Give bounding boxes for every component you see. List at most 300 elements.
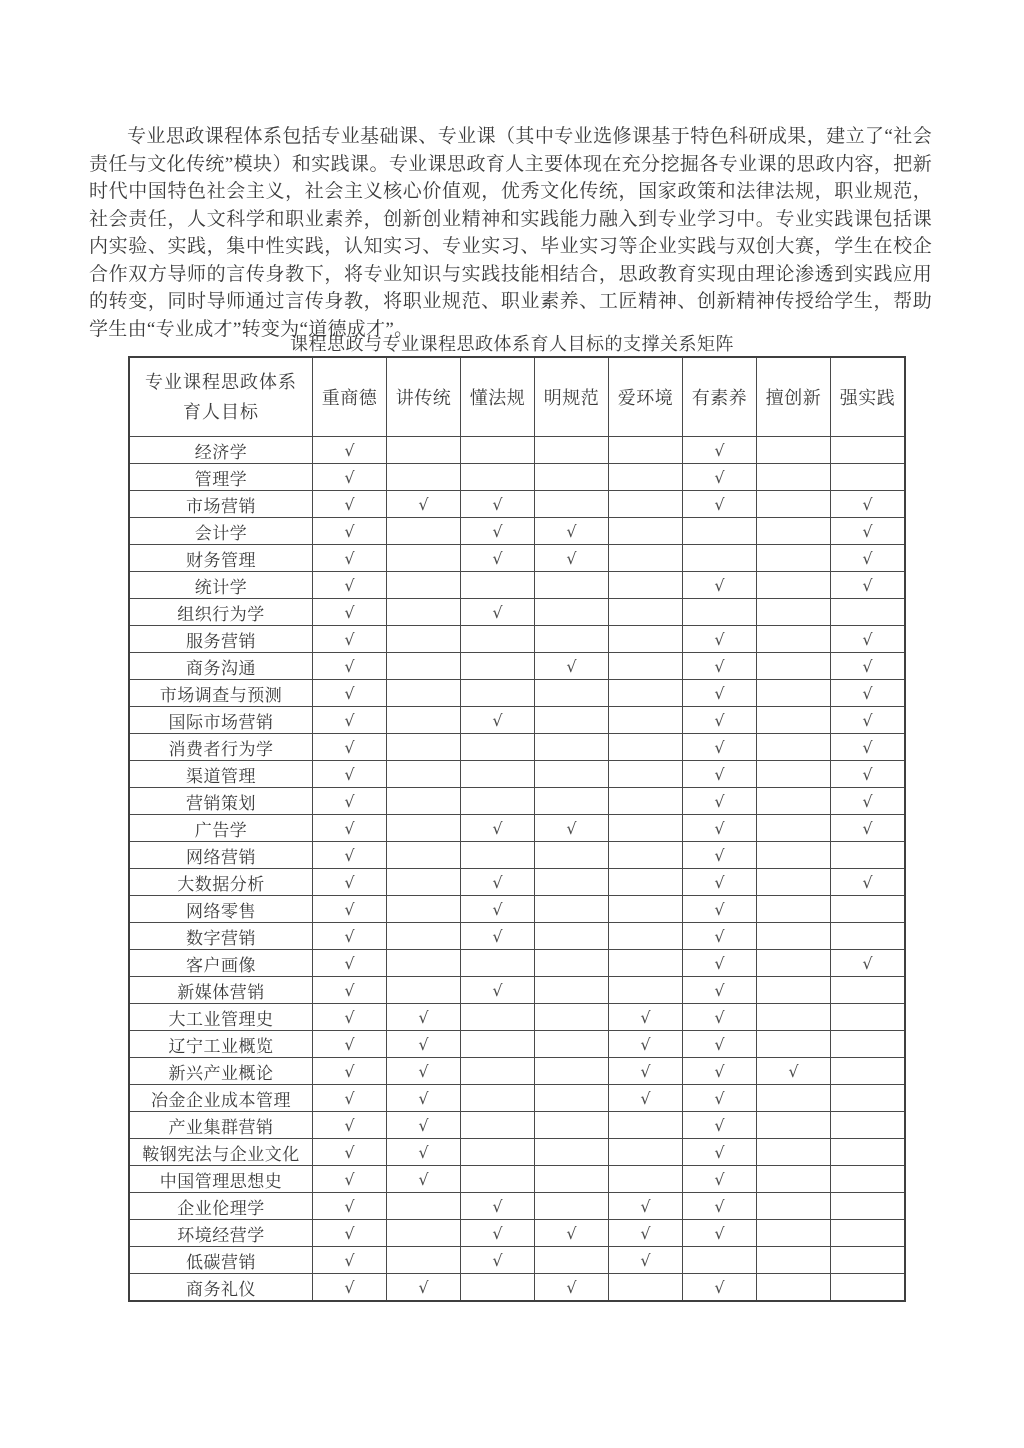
checkmark-cell: √ bbox=[387, 1166, 461, 1193]
course-name-cell: 鞍钢宪法与企业文化 bbox=[129, 1139, 313, 1166]
checkmark-cell: √ bbox=[461, 491, 535, 518]
checkmark-cell: √ bbox=[313, 1247, 387, 1274]
course-name-cell: 企业伦理学 bbox=[129, 1193, 313, 1220]
empty-cell bbox=[757, 923, 831, 950]
empty-cell bbox=[387, 923, 461, 950]
empty-cell bbox=[535, 437, 609, 464]
empty-cell bbox=[757, 1220, 831, 1247]
checkmark-cell: √ bbox=[313, 950, 387, 977]
checkmark-cell: √ bbox=[683, 869, 757, 896]
checkmark-cell: √ bbox=[609, 1004, 683, 1031]
table-row bbox=[129, 626, 905, 653]
checkmark-cell: √ bbox=[313, 626, 387, 653]
empty-cell bbox=[461, 437, 535, 464]
empty-cell bbox=[757, 437, 831, 464]
course-name-cell: 市场调查与预测 bbox=[129, 680, 313, 707]
checkmark-cell: √ bbox=[831, 815, 906, 842]
empty-cell bbox=[757, 1166, 831, 1193]
checkmark-cell: √ bbox=[609, 1085, 683, 1112]
empty-cell bbox=[535, 950, 609, 977]
course-name-cell: 冶金企业成本管理 bbox=[129, 1085, 313, 1112]
empty-cell bbox=[831, 1112, 906, 1139]
empty-cell bbox=[683, 599, 757, 626]
empty-cell bbox=[757, 572, 831, 599]
empty-cell bbox=[831, 1085, 906, 1112]
empty-cell bbox=[387, 950, 461, 977]
empty-cell bbox=[461, 1274, 535, 1302]
table-row bbox=[129, 1139, 905, 1166]
empty-cell bbox=[831, 977, 906, 1004]
checkmark-cell: √ bbox=[461, 1220, 535, 1247]
checkmark-cell: √ bbox=[683, 626, 757, 653]
checkmark-cell: √ bbox=[313, 1085, 387, 1112]
course-name-cell: 商务沟通 bbox=[129, 653, 313, 680]
empty-cell bbox=[757, 950, 831, 977]
empty-cell bbox=[757, 734, 831, 761]
checkmark-cell: √ bbox=[831, 572, 906, 599]
empty-cell bbox=[609, 788, 683, 815]
checkmark-cell: √ bbox=[831, 680, 906, 707]
empty-cell bbox=[683, 518, 757, 545]
goal-column-header-5: 爱环境 bbox=[609, 357, 683, 437]
checkmark-cell: √ bbox=[683, 734, 757, 761]
checkmark-cell: √ bbox=[313, 977, 387, 1004]
table-row bbox=[129, 1112, 905, 1139]
table-row bbox=[129, 1220, 905, 1247]
empty-cell bbox=[831, 923, 906, 950]
course-name-cell: 网络营销 bbox=[129, 842, 313, 869]
table-row bbox=[129, 1247, 905, 1274]
empty-cell bbox=[757, 653, 831, 680]
empty-cell bbox=[461, 1004, 535, 1031]
empty-cell bbox=[461, 626, 535, 653]
empty-cell bbox=[535, 1193, 609, 1220]
course-name-cell: 新兴产业概论 bbox=[129, 1058, 313, 1085]
table-row bbox=[129, 815, 905, 842]
empty-cell bbox=[461, 680, 535, 707]
course-name-cell: 服务营销 bbox=[129, 626, 313, 653]
empty-cell bbox=[535, 599, 609, 626]
checkmark-cell: √ bbox=[683, 1220, 757, 1247]
table-row bbox=[129, 653, 905, 680]
empty-cell bbox=[609, 680, 683, 707]
empty-cell bbox=[535, 761, 609, 788]
empty-cell bbox=[461, 464, 535, 491]
checkmark-cell: √ bbox=[831, 734, 906, 761]
checkmark-cell: √ bbox=[461, 977, 535, 1004]
empty-cell bbox=[461, 572, 535, 599]
checkmark-cell: √ bbox=[313, 1220, 387, 1247]
checkmark-cell: √ bbox=[683, 977, 757, 1004]
course-name-cell: 数字营销 bbox=[129, 923, 313, 950]
empty-cell bbox=[461, 842, 535, 869]
empty-cell bbox=[831, 1004, 906, 1031]
table-row bbox=[129, 599, 905, 626]
checkmark-cell: √ bbox=[313, 545, 387, 572]
empty-cell bbox=[757, 869, 831, 896]
goal-column-header-4: 明规范 bbox=[535, 357, 609, 437]
checkmark-cell: √ bbox=[683, 950, 757, 977]
checkmark-cell: √ bbox=[313, 815, 387, 842]
table-row bbox=[129, 896, 905, 923]
checkmark-cell: √ bbox=[831, 950, 906, 977]
checkmark-cell: √ bbox=[609, 1193, 683, 1220]
checkmark-cell: √ bbox=[461, 896, 535, 923]
course-name-cell: 消费者行为学 bbox=[129, 734, 313, 761]
checkmark-cell: √ bbox=[683, 788, 757, 815]
table-row bbox=[129, 923, 905, 950]
empty-cell bbox=[535, 896, 609, 923]
checkmark-cell: √ bbox=[313, 599, 387, 626]
checkmark-cell: √ bbox=[313, 788, 387, 815]
course-name-cell: 辽宁工业概览 bbox=[129, 1031, 313, 1058]
empty-cell bbox=[609, 518, 683, 545]
empty-cell bbox=[609, 599, 683, 626]
empty-cell bbox=[387, 518, 461, 545]
checkmark-cell: √ bbox=[535, 1274, 609, 1302]
checkmark-cell: √ bbox=[313, 1112, 387, 1139]
empty-cell bbox=[757, 599, 831, 626]
course-name-cell: 大数据分析 bbox=[129, 869, 313, 896]
checkmark-cell: √ bbox=[461, 1247, 535, 1274]
empty-cell bbox=[387, 437, 461, 464]
empty-cell bbox=[461, 1139, 535, 1166]
checkmark-cell: √ bbox=[535, 545, 609, 572]
empty-cell bbox=[387, 1220, 461, 1247]
checkmark-cell: √ bbox=[535, 653, 609, 680]
checkmark-cell: √ bbox=[683, 437, 757, 464]
empty-cell bbox=[609, 1139, 683, 1166]
empty-cell bbox=[387, 545, 461, 572]
empty-cell bbox=[609, 437, 683, 464]
empty-cell bbox=[387, 653, 461, 680]
checkmark-cell: √ bbox=[831, 761, 906, 788]
goal-column-header-8: 强实践 bbox=[831, 357, 906, 437]
corner-header-line2: 育人目标 bbox=[183, 402, 259, 422]
empty-cell bbox=[387, 680, 461, 707]
empty-cell bbox=[831, 464, 906, 491]
empty-cell bbox=[757, 707, 831, 734]
course-name-cell: 中国管理思想史 bbox=[129, 1166, 313, 1193]
course-name-cell: 市场营销 bbox=[129, 491, 313, 518]
checkmark-cell: √ bbox=[683, 1031, 757, 1058]
empty-cell bbox=[609, 491, 683, 518]
empty-cell bbox=[387, 599, 461, 626]
empty-cell bbox=[535, 707, 609, 734]
checkmark-cell: √ bbox=[831, 626, 906, 653]
empty-cell bbox=[757, 518, 831, 545]
checkmark-cell: √ bbox=[461, 923, 535, 950]
empty-cell bbox=[535, 1247, 609, 1274]
empty-cell bbox=[757, 545, 831, 572]
empty-cell bbox=[461, 1112, 535, 1139]
empty-cell bbox=[757, 1274, 831, 1302]
empty-cell bbox=[535, 491, 609, 518]
course-name-cell: 大工业管理史 bbox=[129, 1004, 313, 1031]
checkmark-cell: √ bbox=[757, 1058, 831, 1085]
checkmark-cell: √ bbox=[683, 923, 757, 950]
checkmark-cell: √ bbox=[387, 1112, 461, 1139]
checkmark-cell: √ bbox=[313, 1274, 387, 1302]
empty-cell bbox=[609, 545, 683, 572]
checkmark-cell: √ bbox=[683, 1193, 757, 1220]
empty-cell bbox=[831, 1220, 906, 1247]
empty-cell bbox=[609, 572, 683, 599]
table-row bbox=[129, 1085, 905, 1112]
empty-cell bbox=[757, 1139, 831, 1166]
checkmark-cell: √ bbox=[683, 1112, 757, 1139]
checkmark-cell: √ bbox=[683, 1166, 757, 1193]
table-row bbox=[129, 680, 905, 707]
checkmark-cell: √ bbox=[313, 869, 387, 896]
empty-cell bbox=[387, 1247, 461, 1274]
table-row bbox=[129, 518, 905, 545]
checkmark-cell: √ bbox=[831, 518, 906, 545]
empty-cell bbox=[757, 1031, 831, 1058]
checkmark-cell: √ bbox=[313, 1166, 387, 1193]
empty-cell bbox=[461, 950, 535, 977]
course-name-cell: 环境经营学 bbox=[129, 1220, 313, 1247]
empty-cell bbox=[535, 977, 609, 1004]
empty-cell bbox=[387, 1193, 461, 1220]
corner-header-line1: 专业课程思政体系 bbox=[145, 372, 297, 392]
table-row bbox=[129, 950, 905, 977]
empty-cell bbox=[757, 1085, 831, 1112]
checkmark-cell: √ bbox=[313, 1058, 387, 1085]
course-name-cell: 经济学 bbox=[129, 437, 313, 464]
body-paragraph: 专业思政课程体系包括专业基础课、专业课（其中专业选修课基于特色科研成果，建立了“社会责任与文化传统”模块）和实践课。专业课思政育人主要体现在充分挖掘各专业课的思政内容，把新时代中国特色社会主义，社会主义核心价值观，优秀文化传统，国家政策和法律法规，职业规范，社会责任，人文科学和职业素养，创新创业精神和实践能力融入到专业学习中。专业实践课包括课内实验、实践，集中性实践，认知实习、专业实习、毕业实习等企业实践与双创大赛，学生在校企合作双方导师的言传身教下，将专业知识与实践技能相结合，思政教育实现由理论渗透到实践应用的转变，同时导师通过言传身教，将职业规范、职业素养、工匠精神、创新精神传授给学生，帮助学生由“专业成才”转变为“道德成才”。 bbox=[89, 126, 932, 340]
empty-cell bbox=[683, 1247, 757, 1274]
checkmark-cell: √ bbox=[535, 518, 609, 545]
empty-cell bbox=[461, 1166, 535, 1193]
checkmark-cell: √ bbox=[313, 1193, 387, 1220]
table-row bbox=[129, 869, 905, 896]
checkmark-cell: √ bbox=[313, 896, 387, 923]
header-row bbox=[129, 357, 905, 437]
empty-cell bbox=[609, 1112, 683, 1139]
matrix-body bbox=[129, 437, 905, 1302]
course-name-cell: 广告学 bbox=[129, 815, 313, 842]
table-row bbox=[129, 842, 905, 869]
table-title: 课程思政与专业课程思政体系育人目标的支撑关系矩阵 bbox=[290, 334, 734, 354]
checkmark-cell: √ bbox=[683, 464, 757, 491]
table-row bbox=[129, 1004, 905, 1031]
empty-cell bbox=[609, 626, 683, 653]
checkmark-cell: √ bbox=[683, 1274, 757, 1302]
checkmark-cell: √ bbox=[683, 491, 757, 518]
checkmark-cell: √ bbox=[609, 1031, 683, 1058]
empty-cell bbox=[609, 761, 683, 788]
course-name-cell: 网络零售 bbox=[129, 896, 313, 923]
checkmark-cell: √ bbox=[683, 896, 757, 923]
course-name-cell: 组织行为学 bbox=[129, 599, 313, 626]
goal-column-header-7: 擅创新 bbox=[757, 357, 831, 437]
checkmark-cell: √ bbox=[609, 1058, 683, 1085]
empty-cell bbox=[757, 815, 831, 842]
course-name-cell: 渠道管理 bbox=[129, 761, 313, 788]
empty-cell bbox=[609, 653, 683, 680]
checkmark-cell: √ bbox=[831, 653, 906, 680]
course-name-cell: 财务管理 bbox=[129, 545, 313, 572]
table-row bbox=[129, 572, 905, 599]
checkmark-cell: √ bbox=[461, 815, 535, 842]
checkmark-cell: √ bbox=[313, 518, 387, 545]
checkmark-cell: √ bbox=[461, 1193, 535, 1220]
empty-cell bbox=[831, 1247, 906, 1274]
empty-cell bbox=[387, 707, 461, 734]
empty-cell bbox=[535, 1139, 609, 1166]
checkmark-cell: √ bbox=[683, 572, 757, 599]
empty-cell bbox=[535, 626, 609, 653]
checkmark-cell: √ bbox=[387, 1004, 461, 1031]
empty-cell bbox=[757, 491, 831, 518]
empty-cell bbox=[535, 1112, 609, 1139]
empty-cell bbox=[535, 1058, 609, 1085]
checkmark-cell: √ bbox=[313, 1139, 387, 1166]
empty-cell bbox=[831, 842, 906, 869]
course-name-cell: 会计学 bbox=[129, 518, 313, 545]
course-name-cell: 低碳营销 bbox=[129, 1247, 313, 1274]
checkmark-cell: √ bbox=[831, 788, 906, 815]
empty-cell bbox=[609, 842, 683, 869]
empty-cell bbox=[757, 1004, 831, 1031]
empty-cell bbox=[757, 1193, 831, 1220]
checkmark-cell: √ bbox=[683, 1058, 757, 1085]
empty-cell bbox=[757, 680, 831, 707]
course-name-cell: 商务礼仪 bbox=[129, 1274, 313, 1302]
checkmark-cell: √ bbox=[683, 1004, 757, 1031]
table-row bbox=[129, 1193, 905, 1220]
empty-cell bbox=[831, 1166, 906, 1193]
empty-cell bbox=[535, 788, 609, 815]
checkmark-cell: √ bbox=[461, 545, 535, 572]
empty-cell bbox=[387, 896, 461, 923]
checkmark-cell: √ bbox=[387, 1031, 461, 1058]
checkmark-cell: √ bbox=[313, 437, 387, 464]
checkmark-cell: √ bbox=[387, 491, 461, 518]
checkmark-cell: √ bbox=[831, 491, 906, 518]
course-name-cell: 国际市场营销 bbox=[129, 707, 313, 734]
empty-cell bbox=[831, 1193, 906, 1220]
course-name-cell: 客户画像 bbox=[129, 950, 313, 977]
empty-cell bbox=[831, 1139, 906, 1166]
checkmark-cell: √ bbox=[313, 653, 387, 680]
empty-cell bbox=[535, 464, 609, 491]
checkmark-cell: √ bbox=[535, 1220, 609, 1247]
course-name-cell: 统计学 bbox=[129, 572, 313, 599]
course-name-cell: 新媒体营销 bbox=[129, 977, 313, 1004]
empty-cell bbox=[387, 977, 461, 1004]
checkmark-cell: √ bbox=[461, 707, 535, 734]
checkmark-cell: √ bbox=[313, 1004, 387, 1031]
checkmark-cell: √ bbox=[313, 707, 387, 734]
empty-cell bbox=[387, 626, 461, 653]
empty-cell bbox=[831, 896, 906, 923]
empty-cell bbox=[535, 869, 609, 896]
checkmark-cell: √ bbox=[609, 1247, 683, 1274]
empty-cell bbox=[609, 923, 683, 950]
checkmark-cell: √ bbox=[313, 464, 387, 491]
goal-column-header-1: 重商德 bbox=[313, 357, 387, 437]
checkmark-cell: √ bbox=[683, 707, 757, 734]
checkmark-cell: √ bbox=[461, 518, 535, 545]
empty-cell bbox=[757, 1112, 831, 1139]
checkmark-cell: √ bbox=[313, 734, 387, 761]
table-row bbox=[129, 1274, 905, 1302]
empty-cell bbox=[387, 761, 461, 788]
empty-cell bbox=[757, 788, 831, 815]
empty-cell bbox=[535, 1085, 609, 1112]
checkmark-cell: √ bbox=[387, 1139, 461, 1166]
empty-cell bbox=[757, 842, 831, 869]
table-row bbox=[129, 977, 905, 1004]
corner-header-cell bbox=[129, 357, 313, 437]
checkmark-cell: √ bbox=[683, 761, 757, 788]
checkmark-cell: √ bbox=[831, 707, 906, 734]
table-row bbox=[129, 437, 905, 464]
empty-cell bbox=[535, 1166, 609, 1193]
checkmark-cell: √ bbox=[313, 680, 387, 707]
empty-cell bbox=[461, 1031, 535, 1058]
empty-cell bbox=[609, 977, 683, 1004]
empty-cell bbox=[831, 599, 906, 626]
support-matrix-table bbox=[128, 356, 906, 1302]
empty-cell bbox=[609, 896, 683, 923]
checkmark-cell: √ bbox=[387, 1085, 461, 1112]
empty-cell bbox=[387, 464, 461, 491]
checkmark-cell: √ bbox=[461, 869, 535, 896]
goal-column-header-2: 讲传统 bbox=[387, 357, 461, 437]
empty-cell bbox=[535, 572, 609, 599]
empty-cell bbox=[609, 1166, 683, 1193]
course-name-cell: 营销策划 bbox=[129, 788, 313, 815]
checkmark-cell: √ bbox=[313, 761, 387, 788]
empty-cell bbox=[535, 923, 609, 950]
empty-cell bbox=[609, 464, 683, 491]
empty-cell bbox=[387, 815, 461, 842]
checkmark-cell: √ bbox=[683, 680, 757, 707]
goal-column-header-3: 懂法规 bbox=[461, 357, 535, 437]
table-row bbox=[129, 1058, 905, 1085]
checkmark-cell: √ bbox=[609, 1220, 683, 1247]
empty-cell bbox=[387, 572, 461, 599]
table-row bbox=[129, 545, 905, 572]
empty-cell bbox=[609, 1274, 683, 1302]
empty-cell bbox=[609, 815, 683, 842]
empty-cell bbox=[831, 437, 906, 464]
table-row bbox=[129, 761, 905, 788]
empty-cell bbox=[461, 1085, 535, 1112]
table-row bbox=[129, 707, 905, 734]
empty-cell bbox=[387, 788, 461, 815]
empty-cell bbox=[461, 761, 535, 788]
empty-cell bbox=[831, 1058, 906, 1085]
empty-cell bbox=[609, 950, 683, 977]
empty-cell bbox=[831, 1274, 906, 1302]
checkmark-cell: √ bbox=[313, 1031, 387, 1058]
table-row bbox=[129, 734, 905, 761]
empty-cell bbox=[387, 842, 461, 869]
table-row bbox=[129, 788, 905, 815]
course-name-cell: 管理学 bbox=[129, 464, 313, 491]
checkmark-cell: √ bbox=[313, 923, 387, 950]
goal-column-header-6: 有素养 bbox=[683, 357, 757, 437]
empty-cell bbox=[387, 734, 461, 761]
empty-cell bbox=[683, 545, 757, 572]
checkmark-cell: √ bbox=[683, 1085, 757, 1112]
table-row bbox=[129, 1166, 905, 1193]
empty-cell bbox=[535, 842, 609, 869]
